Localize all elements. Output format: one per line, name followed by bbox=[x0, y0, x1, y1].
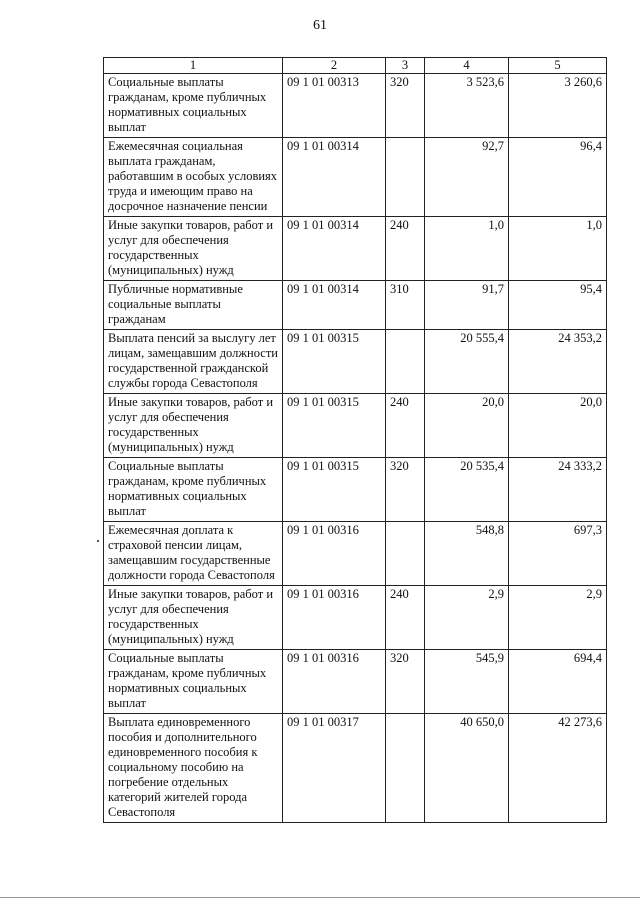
row-code: 09 1 01 00316 bbox=[283, 522, 386, 586]
table-row bbox=[104, 74, 607, 138]
row-amount-year-2: 3 260,6 bbox=[509, 74, 607, 138]
row-expense-type: 240 bbox=[386, 217, 425, 281]
table-row bbox=[104, 217, 607, 281]
table-body bbox=[104, 74, 607, 823]
column-header-2: 2 bbox=[283, 58, 386, 74]
row-amount-year-2: 2,9 bbox=[509, 586, 607, 650]
row-expense-type: 320 bbox=[386, 74, 425, 138]
column-header-1: 1 bbox=[104, 58, 283, 74]
row-amount-year-2: 20,0 bbox=[509, 394, 607, 458]
row-amount-year-1: 2,9 bbox=[425, 586, 509, 650]
row-amount-year-1: 20 555,4 bbox=[425, 330, 509, 394]
column-header-3: 3 bbox=[386, 58, 425, 74]
row-expense-type bbox=[386, 138, 425, 217]
row-code: 09 1 01 00315 bbox=[283, 394, 386, 458]
row-amount-year-1: 1,0 bbox=[425, 217, 509, 281]
row-amount-year-2: 96,4 bbox=[509, 138, 607, 217]
row-code: 09 1 01 00317 bbox=[283, 714, 386, 823]
column-header-4: 4 bbox=[425, 58, 509, 74]
table-row bbox=[104, 458, 607, 522]
row-name: Выплата единовременного пособия и дополнительного единовременного пособия к социальному пособию на погребение отдельных категорий жителей города Севастополя bbox=[104, 714, 283, 823]
row-expense-type: 240 bbox=[386, 394, 425, 458]
row-expense-type bbox=[386, 330, 425, 394]
table-row bbox=[104, 522, 607, 586]
row-amount-year-2: 24 333,2 bbox=[509, 458, 607, 522]
row-amount-year-2: 694,4 bbox=[509, 650, 607, 714]
row-name: Ежемесячная доплата к страховой пенсии лицам, замещавшим государственные должности города Севастополя bbox=[104, 522, 283, 586]
table-row bbox=[104, 714, 607, 823]
page-number: 61 bbox=[313, 18, 327, 33]
table-row bbox=[104, 330, 607, 394]
row-amount-year-2: 24 353,2 bbox=[509, 330, 607, 394]
bottom-rule bbox=[0, 897, 640, 898]
row-expense-type bbox=[386, 714, 425, 823]
row-code: 09 1 01 00313 bbox=[283, 74, 386, 138]
row-name: Социальные выплаты гражданам, кроме публичных нормативных социальных выплат bbox=[104, 650, 283, 714]
row-amount-year-2: 697,3 bbox=[509, 522, 607, 586]
row-amount-year-1: 91,7 bbox=[425, 281, 509, 330]
row-expense-type: 240 bbox=[386, 586, 425, 650]
row-amount-year-1: 20,0 bbox=[425, 394, 509, 458]
row-expense-type: 320 bbox=[386, 650, 425, 714]
column-number-row bbox=[104, 58, 607, 74]
row-expense-type bbox=[386, 522, 425, 586]
row-name: Иные закупки товаров, работ и услуг для обеспечения государственных (муниципальных) нужд bbox=[104, 217, 283, 281]
row-amount-year-1: 20 535,4 bbox=[425, 458, 509, 522]
column-header-5: 5 bbox=[509, 58, 607, 74]
row-code: 09 1 01 00315 bbox=[283, 458, 386, 522]
row-name: Иные закупки товаров, работ и услуг для обеспечения государственных (муниципальных) нужд bbox=[104, 394, 283, 458]
table-row bbox=[104, 394, 607, 458]
row-amount-year-2: 1,0 bbox=[509, 217, 607, 281]
row-expense-type: 310 bbox=[386, 281, 425, 330]
row-amount-year-1: 40 650,0 bbox=[425, 714, 509, 823]
row-code: 09 1 01 00314 bbox=[283, 281, 386, 330]
row-amount-year-1: 92,7 bbox=[425, 138, 509, 217]
row-name: Выплата пенсий за выслугу лет лицам, замещавшим должности государственной гражданской службы города Севастополя bbox=[104, 330, 283, 394]
row-amount-year-1: 3 523,6 bbox=[425, 74, 509, 138]
row-amount-year-2: 95,4 bbox=[509, 281, 607, 330]
row-name: Социальные выплаты гражданам, кроме публичных нормативных социальных выплат bbox=[104, 458, 283, 522]
row-code: 09 1 01 00314 bbox=[283, 217, 386, 281]
row-amount-year-2: 42 273,6 bbox=[509, 714, 607, 823]
table-row bbox=[104, 138, 607, 217]
row-code: 09 1 01 00316 bbox=[283, 586, 386, 650]
table-row bbox=[104, 650, 607, 714]
table-row bbox=[104, 586, 607, 650]
row-expense-type: 320 bbox=[386, 458, 425, 522]
row-name: Иные закупки товаров, работ и услуг для обеспечения государственных (муниципальных) нужд bbox=[104, 586, 283, 650]
row-amount-year-1: 548,8 bbox=[425, 522, 509, 586]
row-name: Публичные нормативные социальные выплаты гражданам bbox=[104, 281, 283, 330]
row-code: 09 1 01 00315 bbox=[283, 330, 386, 394]
row-code: 09 1 01 00316 bbox=[283, 650, 386, 714]
table-row bbox=[104, 281, 607, 330]
row-name: Ежемесячная социальная выплата гражданам, работавшим в особых условиях труда и имеющим право на досрочное назначение пенсии bbox=[104, 138, 283, 217]
row-code: 09 1 01 00314 bbox=[283, 138, 386, 217]
scan-mark bbox=[97, 540, 99, 542]
row-amount-year-1: 545,9 bbox=[425, 650, 509, 714]
budget-table bbox=[103, 57, 607, 823]
row-name: Социальные выплаты гражданам, кроме публичных нормативных социальных выплат bbox=[104, 74, 283, 138]
